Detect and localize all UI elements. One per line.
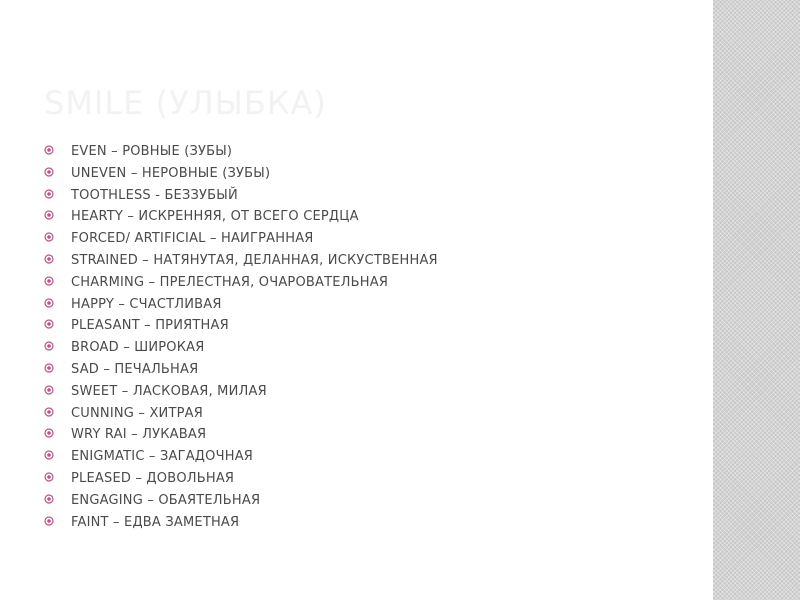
slide-title: SMILE (УЛЫБКА) <box>44 84 327 122</box>
list-item <box>44 379 438 401</box>
list-item-text: SAD – ПЕЧАЛЬНАЯ <box>71 361 199 377</box>
list-item-text: PLEASANT – ПРИЯТНАЯ <box>71 318 229 334</box>
target-bullet-icon <box>44 385 54 395</box>
list-item <box>44 161 438 183</box>
target-bullet-icon <box>44 341 54 351</box>
list-item-text: FAINT – ЕДВА ЗАМЕТНАЯ <box>71 514 240 530</box>
list-item <box>44 313 438 335</box>
list-item <box>44 335 438 357</box>
list-item-text: WRY RAI – ЛУКАВАЯ <box>71 427 207 443</box>
target-bullet-icon <box>44 516 54 526</box>
list-item-text: UNEVEN – НЕРОВНЫЕ (ЗУБЫ) <box>71 165 271 181</box>
list-item <box>44 248 438 270</box>
target-bullet-icon <box>44 189 54 199</box>
target-bullet-icon <box>44 167 54 177</box>
list-item <box>44 510 438 532</box>
list-item-text: SWEET – ЛАСКОВАЯ, МИЛАЯ <box>71 383 267 399</box>
target-bullet-icon <box>44 472 54 482</box>
list-item <box>44 357 438 379</box>
list-item <box>44 270 438 292</box>
target-bullet-icon <box>44 407 54 417</box>
list-item <box>44 466 438 488</box>
list-item-text: CUNNING – ХИТРАЯ <box>71 405 203 421</box>
decorative-side-panel <box>713 0 800 600</box>
target-bullet-icon <box>44 276 54 286</box>
list-item <box>44 292 438 314</box>
list-item <box>44 226 438 248</box>
list-item-text: PLEASED – ДОВОЛЬНАЯ <box>71 470 235 486</box>
list-item-text: CHARMING – ПРЕЛЕСТНАЯ, ОЧАРОВАТЕЛЬНАЯ <box>71 274 389 290</box>
list-item <box>44 488 438 510</box>
list-item-text: HEARTY – ИСКРЕННЯЯ, ОТ ВСЕГО СЕРДЦА <box>71 209 359 225</box>
list-item <box>44 204 438 226</box>
target-bullet-icon <box>44 145 54 155</box>
list-item <box>44 444 438 466</box>
list-item <box>44 139 438 161</box>
target-bullet-icon <box>44 210 54 220</box>
list-item-text: HAPPY – СЧАСТЛИВАЯ <box>71 296 222 312</box>
target-bullet-icon <box>44 428 54 438</box>
target-bullet-icon <box>44 363 54 373</box>
list-item-text: TOOTHLESS - БЕЗЗУБЫЙ <box>71 187 238 203</box>
target-bullet-icon <box>44 232 54 242</box>
target-bullet-icon <box>44 494 54 504</box>
target-bullet-icon <box>44 450 54 460</box>
list-item <box>44 401 438 423</box>
list-item-text: ENGAGING – ОБАЯТЕЛЬНАЯ <box>71 492 261 508</box>
list-item-text: STRAINED – НАТЯНУТАЯ, ДЕЛАННАЯ, ИСКУСТВЕННАЯ <box>71 252 438 268</box>
target-bullet-icon <box>44 319 54 329</box>
bullet-list <box>44 139 438 531</box>
target-bullet-icon <box>44 298 54 308</box>
list-item <box>44 422 438 444</box>
list-item-text: FORCED/ ARTIFICIAL – НАИГРАННАЯ <box>71 231 314 247</box>
list-item-text: BROAD – ШИРОКАЯ <box>71 340 205 356</box>
list-item-text: EVEN – РОВНЫЕ (ЗУБЫ) <box>71 144 233 159</box>
list-item <box>44 183 438 205</box>
list-item-text: ENIGMATIC – ЗАГАДОЧНАЯ <box>71 449 254 465</box>
target-bullet-icon <box>44 254 54 264</box>
